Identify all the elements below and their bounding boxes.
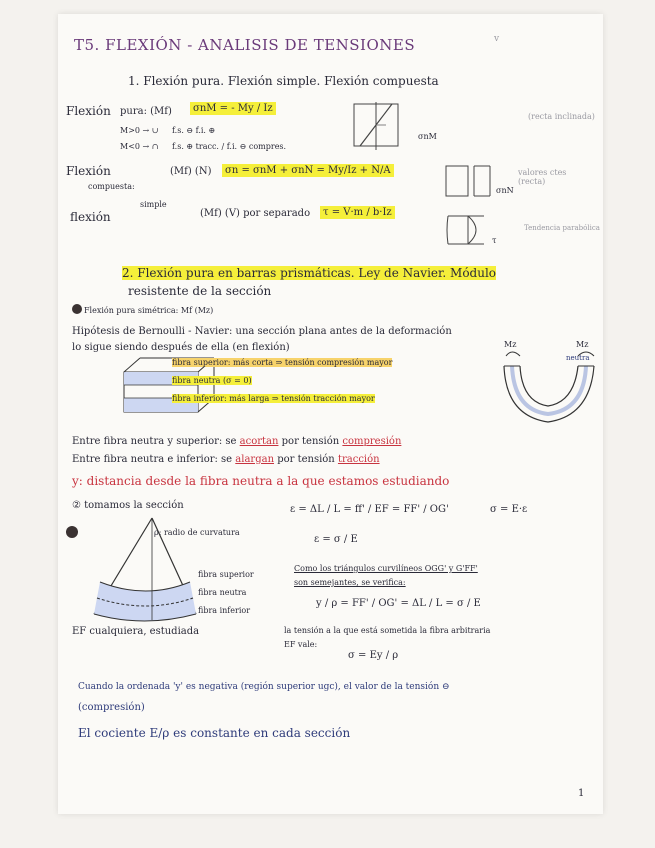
simple-text: (Mf) (V) por separado [200, 208, 311, 219]
radio-curvatura: ρ: radio de curvatura [154, 528, 240, 537]
pura-case1-note: f.s. ⊖ f.i. ⊕ [172, 126, 216, 135]
pura-case2-note: f.s. ⊕ tracc. / f.i. ⊖ compres. [172, 142, 287, 151]
similarity-equation: y / ρ = FF' / OG' = ΔL / L = σ / E [316, 598, 481, 609]
simetrica-text: Flexión pura simétrica: Mf (Mz) [84, 306, 214, 315]
son-semejantes: son semejantes, se verifica: [294, 578, 406, 587]
fibra-inferior-label: fibra inferior [198, 606, 251, 615]
page-title: T5. FLEXIÓN - ANALISIS DE TENSIONES [74, 36, 416, 54]
diagram-label: σnM [418, 132, 437, 141]
pura-sub: pura: (Mf) [120, 106, 172, 117]
linear-stress-diagram [350, 100, 410, 156]
fibra-neutra: fibra neutra (σ = 0) [172, 376, 252, 385]
flexion-pura-highlight: 2. Flexión pura en barras prismáticas. Ley de Navier. Módulo [122, 266, 497, 280]
pura-formula: σnM = - My / Iz [190, 102, 276, 115]
fibra-inferior: fibra inferior: más larga ⇒ tensión tracción mayor [172, 394, 375, 403]
fibra-superior: fibra superior: más corta ⇒ tensión compresión mayor [172, 358, 393, 367]
diagram-side-note: (recta inclinada) [528, 112, 595, 121]
tomamos-seccion: ② tomamos la sección [72, 500, 184, 511]
section2-heading-line2: resistente de la sección [128, 284, 272, 298]
page-number: 1 [578, 788, 585, 799]
section1-heading: 1. Flexión pura. Flexión simple. Flexión compuesta [128, 74, 439, 88]
pura-label: Flexión [66, 104, 111, 118]
como-triangulos: Como los triángulos curvilíneos OGG' y G'FF' [294, 564, 478, 573]
fibra-superior-label: fibra superior [198, 570, 254, 579]
hipotesis-line1: Hipótesis de Bernoulli - Navier: una sección plana antes de la deformación [72, 326, 452, 337]
compuesta-formula: σn = σnM + σnN = My/Iz + N/A [222, 164, 394, 177]
ef-cualquiera: EF cualquiera, estudiada [72, 626, 200, 637]
entre-neutra-superior: Entre fibra neutra y superior: se acortan por tensión compresión [72, 436, 402, 447]
simple-sup: simple [140, 200, 167, 209]
strain-equation: ε = ΔL / L = ff' / EF = FF' / OG' [290, 504, 449, 515]
section2-heading-line1 [122, 266, 496, 280]
compuesta-label: Flexión [66, 164, 111, 178]
pura-case2: M<0 → ∩ [120, 142, 159, 151]
beam-mz-right: Mz [576, 340, 589, 349]
simple-diag-label: τ [492, 236, 497, 245]
bullet-dot-2 [66, 526, 78, 538]
cuando-ordenada: Cuando la ordenada 'y' es negativa (región superior ugc), el valor de la tensión ⊖ [78, 682, 450, 692]
beam-neutra-label: neutra [566, 354, 590, 362]
compuesta-sub: compuesta: [88, 182, 135, 191]
hipotesis-line2: lo sigue siendo después de ella (en flexión) [72, 342, 290, 353]
compuesta-side-note: valores ctes (recta) [518, 168, 567, 186]
simple-formula: τ = V·m / b·Iz [320, 206, 395, 219]
bullet-dot [72, 304, 82, 314]
hooke-equation: σ = E·ε [490, 504, 528, 515]
beam-mz-left: Mz [504, 340, 517, 349]
simple-label: flexión [70, 210, 111, 224]
u-beam-diagram [498, 344, 608, 428]
cociente-constante: El cociente E/ρ es constante en cada sección [78, 726, 351, 740]
compuesta-diag-label: σnN [496, 186, 514, 195]
entre-neutra-inferior: Entre fibra neutra e inferior: se alargan por tensión tracción [72, 454, 380, 465]
tension-text-2: EF vale: [284, 640, 318, 649]
compuesta-args: (Mf) (N) [170, 166, 212, 177]
pura-case1: M>0 → ∪ [120, 126, 159, 135]
tension-text-1: la tensión a la que está sometida la fibra arbitraria [284, 626, 491, 635]
strain-from-stress: ε = σ / E [314, 534, 358, 545]
stress-equation: σ = Ey / ρ [348, 650, 399, 661]
simple-side-note: Tendencia parabólica [524, 224, 600, 232]
notebook-page [58, 14, 603, 814]
y-definition: y: distancia desde la fibra neutra a la que estamos estudiando [72, 474, 450, 488]
compresion: (compresión) [78, 702, 145, 713]
compuesta-diagram [444, 162, 496, 202]
fibra-neutra-label: fibra neutra [198, 588, 247, 597]
corner-mark: v [494, 34, 500, 44]
